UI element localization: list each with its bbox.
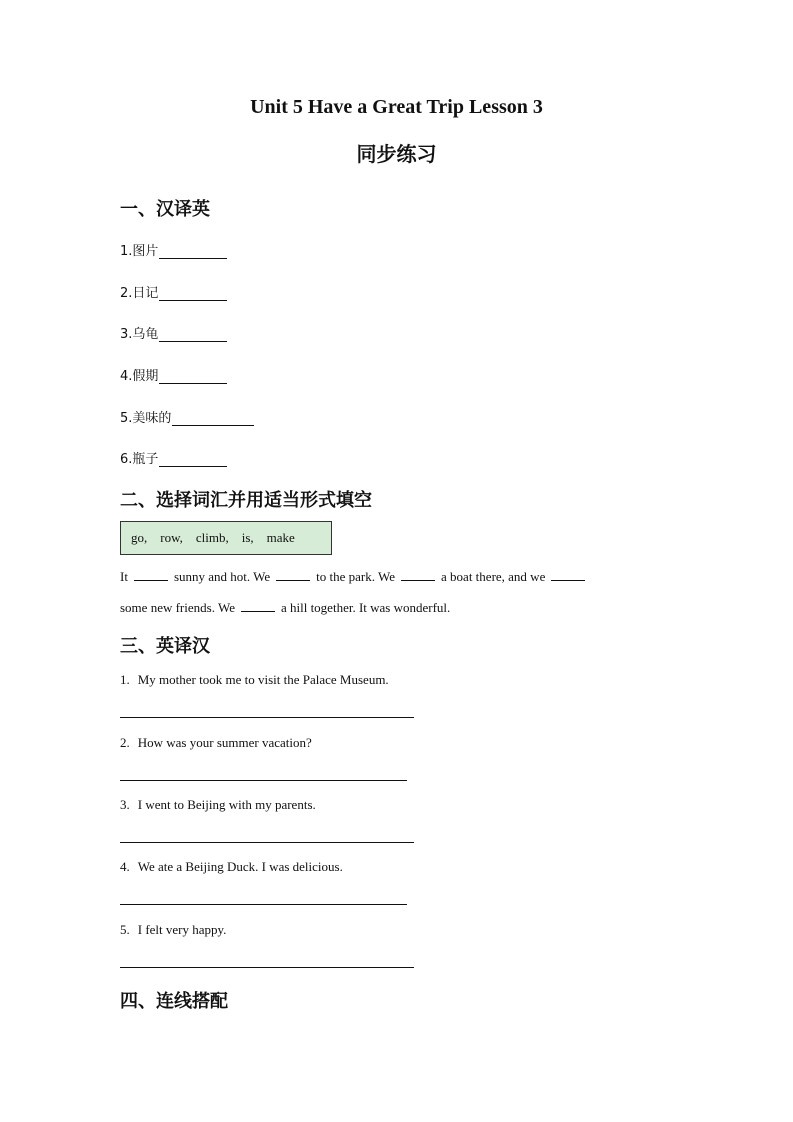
- fill-blank[interactable]: [134, 568, 168, 581]
- translation-item-2: [120, 282, 227, 301]
- item-label: 2.日记: [120, 286, 159, 301]
- para-text: It: [120, 569, 128, 584]
- fill-blank[interactable]: [276, 568, 310, 581]
- item-label: 4.假期: [120, 369, 159, 384]
- page-title: Unit 5 Have a Great Trip Lesson 3: [250, 96, 543, 118]
- sentence-3: [120, 797, 316, 813]
- word-bank-box: [120, 521, 332, 555]
- section-2-heading: 二、选择词汇并用适当形式填空: [120, 490, 372, 511]
- translation-item-3: [120, 323, 227, 342]
- translation-item-6: [120, 448, 227, 467]
- translation-item-4: [120, 365, 227, 384]
- fill-blank[interactable]: [241, 599, 275, 612]
- sentence-number: 5.: [120, 922, 130, 937]
- sentence-text: My mother took me to visit the Palace Museum.: [137, 672, 389, 687]
- item-label: 1.图片: [120, 244, 159, 259]
- answer-line[interactable]: [120, 717, 414, 718]
- answer-blank[interactable]: [172, 411, 254, 426]
- answer-blank[interactable]: [159, 327, 227, 342]
- fill-blank[interactable]: [551, 568, 585, 581]
- sentence-text: We ate a Beijing Duck. I was delicious.: [137, 859, 343, 874]
- answer-line[interactable]: [120, 904, 407, 905]
- answer-line[interactable]: [120, 967, 414, 968]
- sentence-number: 1.: [120, 672, 130, 687]
- fill-blank[interactable]: [401, 568, 435, 581]
- sentence-number: 2.: [120, 735, 130, 750]
- sentence-text: I went to Beijing with my parents.: [137, 797, 316, 812]
- sentence-number: 3.: [120, 797, 130, 812]
- answer-blank[interactable]: [159, 244, 227, 259]
- answer-blank[interactable]: [159, 286, 227, 301]
- para-text: to the park. We: [316, 569, 396, 584]
- sentence-2: [120, 735, 312, 751]
- fill-paragraph-line-2: [120, 599, 450, 616]
- sentence-1: [120, 672, 389, 688]
- answer-blank[interactable]: [159, 369, 227, 384]
- sentence-5: [120, 922, 226, 938]
- page-subtitle: 同步练习: [356, 142, 437, 166]
- section-4-heading: 四、连线搭配: [120, 991, 228, 1012]
- para-text: sunny and hot. We: [173, 569, 271, 584]
- sentence-number: 4.: [120, 859, 130, 874]
- answer-blank[interactable]: [159, 452, 227, 467]
- item-label: 6.瓶子: [120, 452, 159, 467]
- answer-line[interactable]: [120, 780, 407, 781]
- fill-paragraph-line-1: [120, 568, 591, 585]
- para-text: some new friends. We: [120, 600, 235, 615]
- item-label: 3.乌龟: [120, 327, 159, 342]
- para-text: a boat there, and we: [441, 569, 546, 584]
- item-label: 5.美味的: [120, 411, 172, 426]
- translation-item-5: [120, 407, 254, 426]
- sentence-text: I felt very happy.: [137, 922, 227, 937]
- translation-item-1: [120, 240, 227, 259]
- section-3-heading: 三、英译汉: [120, 636, 210, 657]
- answer-line[interactable]: [120, 842, 414, 843]
- sentence-text: How was your summer vacation?: [137, 735, 312, 750]
- sentence-4: [120, 859, 343, 875]
- word-bank-text: go, row, climb, is, make: [131, 530, 295, 545]
- section-1-heading: 一、汉译英: [120, 199, 210, 220]
- para-text: a hill together. It was wonderful.: [280, 600, 451, 615]
